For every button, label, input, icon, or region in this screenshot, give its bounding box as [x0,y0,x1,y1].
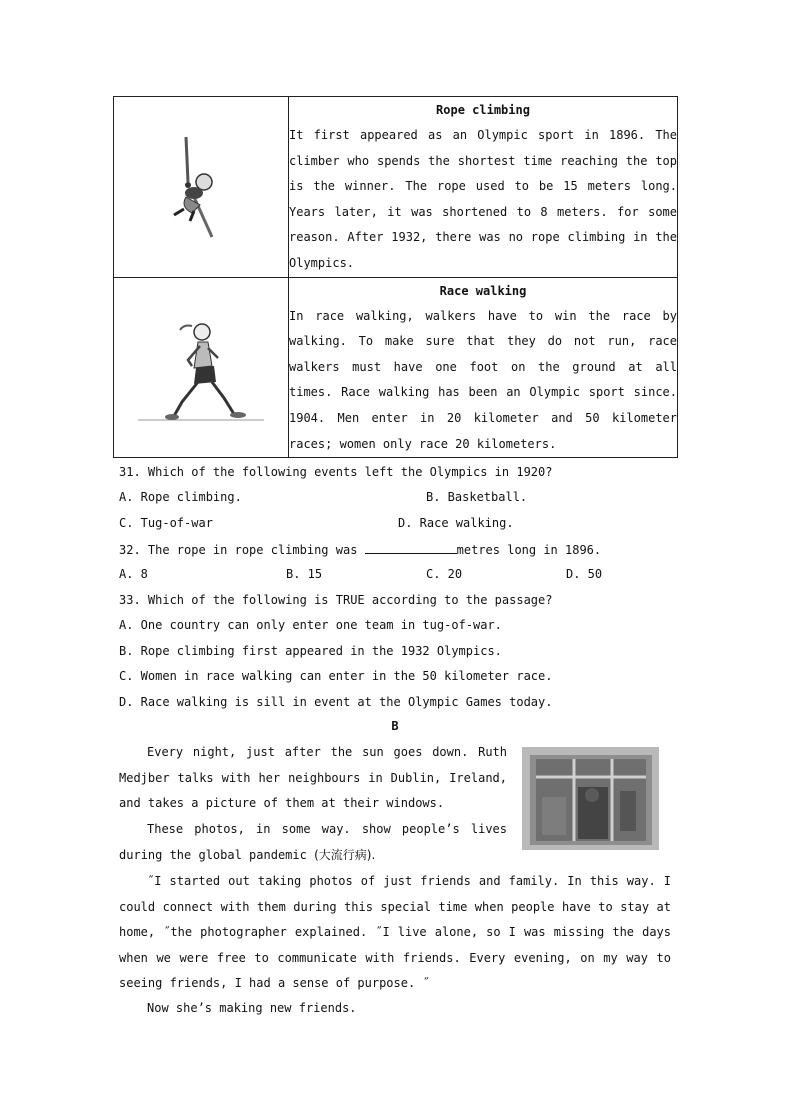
paragraph-2 [119,817,507,868]
option-33-a: A. One country can only enter one team in tug-of-war. [119,618,502,632]
option-32-a: A. 8 [119,567,148,581]
race-walker-icon [114,278,288,454]
option-32-d: D. 50 [566,567,603,581]
option-31-d: D. Race walking. [398,516,514,530]
race-walking-text-cell [289,277,678,458]
rope-climbing-text-cell [289,97,678,278]
table-row [114,277,678,458]
question-32-stem-after: metres long in 1896. [456,543,602,557]
paragraph-3: ˝I started out taking photos of just friends and family. In this way. I could connect with them during this special time when people have to stay at home, ˝the photographer explained. ˝I live alone, so I was missing the days when we were free to communicate with friends. Every evening, on my way to seeing friends, I had a sense of purpose. ˝ [119,874,671,990]
event-description: It first appeared as an Olympic sport in 1896. The climber who spends the shortest time reaching the top is the winner. The rope used to be 15 meters long. Years later, it was shortened to 8 meters. for some reason. After 1932, there was no rope climbing in the Olympics. [289,128,677,270]
paragraph-1: Every night, just after the sun goes down. Ruth Medjber talks with her neighbours in Dublin, Ireland, and takes a picture of them at their windows. [119,745,507,810]
option-32-b: B. 15 [286,567,323,581]
rope-climbing-image-cell [114,97,289,278]
option-32-c: C. 20 [426,567,463,581]
race-walking-image-cell [114,277,289,458]
option-33-b: B. Rope climbing first appeared in the 1932 Olympics. [119,644,502,658]
question-31-stem: 31. Which of the following events left the Olympics in 1920? [119,465,553,479]
answer-blank [365,541,457,554]
option-33-c: C. Women in race walking can enter in the 50 kilometer race. [119,669,553,683]
paragraph-2-text: These photos, in some way. show people’s lives during the global pandemic [119,822,507,862]
event-title: Race walking [439,283,527,298]
option-31-b: B. Basketball. [426,490,528,504]
option-31-c: C. Tug-of-war [119,516,213,530]
paragraph-4: Now she’s making new friends. [147,1001,357,1015]
window-photo-icon [522,747,659,850]
rope-climber-icon [114,97,288,273]
option-31-a: A. Rope climbing. [119,490,242,504]
event-description: In race walking, walkers have to win the race by walking. To make sure that they do not run, race walkers must have one foot on the ground at all times. Race walking has been an Olympic sport since. 1904. Men enter in 20 kilometer and 50 kilometer races; women only race 20 kilometers. [289,308,677,451]
event-title: Rope climbing [436,103,530,117]
table-row [114,97,678,278]
question-32-stem-before: 32. The rope in rope climbing was [119,543,365,557]
paragraph-2-gloss: (大流行病). [314,847,376,862]
question-32-stem [119,541,601,558]
section-b-heading: B [391,719,399,733]
question-33-stem: 33. Which of the following is TRUE according to the passage? [119,593,553,607]
olympic-events-table [113,96,678,458]
option-33-d: D. Race walking is sill in event at the Olympic Games today. [119,695,553,709]
